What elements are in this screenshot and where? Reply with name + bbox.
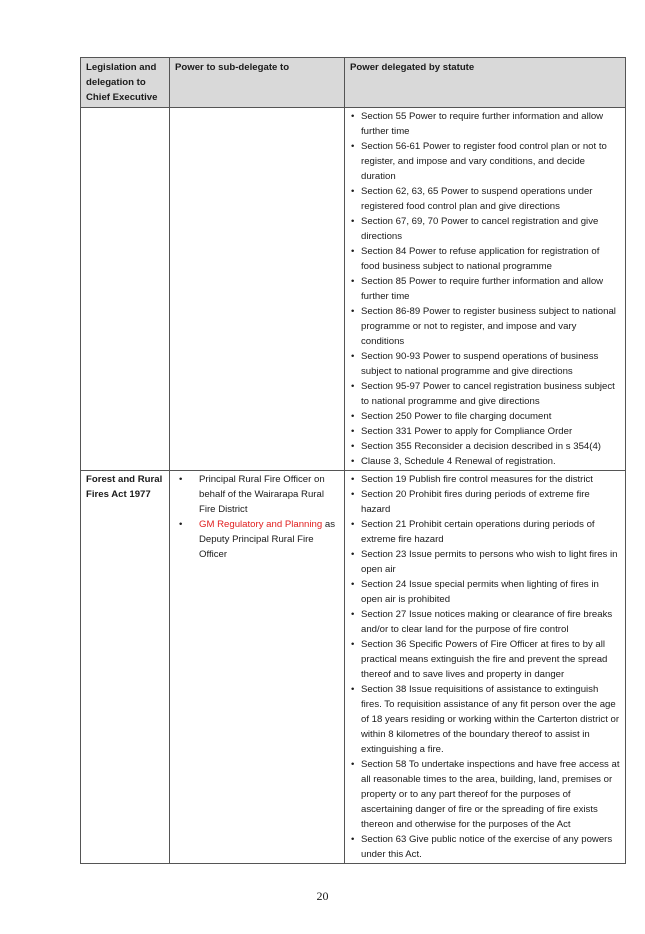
powers-list — [350, 109, 620, 469]
power-item: • Section 27 Issue notices making or clearance of fire breaks and/or to clear land for the purpose of fire control — [350, 607, 620, 637]
subdelegate-cell — [170, 471, 345, 864]
header-powers: Power delegated by statute — [345, 58, 626, 108]
highlighted-role: GM Regulatory and Planning — [199, 519, 323, 530]
subdelegate-text: Principal Rural Fire Officer on behalf of the Wairarapa Rural Fire District — [199, 474, 325, 515]
power-item: • Section 20 Prohibit fires during periods of extreme fire hazard — [350, 487, 620, 517]
power-item: • Section 62, 63, 65 Power to suspend operations under registered food control plan and give directions — [350, 184, 620, 214]
power-item: • Section 67, 69, 70 Power to cancel registration and give directions — [350, 214, 620, 244]
legislation-cell — [81, 471, 170, 864]
powers-list — [350, 472, 620, 862]
power-item: • Section 250 Power to file charging document — [350, 409, 620, 424]
power-item: • Section 85 Power to require further information and allow further time — [350, 274, 620, 304]
power-item: • Section 63 Give public notice of the exercise of any powers under this Act. — [350, 832, 620, 862]
power-item: • Section 95-97 Power to cancel registration business subject to national programme and give directions — [350, 379, 620, 409]
table-row — [81, 471, 626, 864]
table-body — [81, 108, 626, 864]
subdelegate-text: as Deputy Principal Rural Fire Officer — [199, 519, 336, 560]
power-item: • Section 55 Power to require further information and allow further time — [350, 109, 620, 139]
legislation-name: Forest and Rural Fires Act 1977 — [86, 474, 163, 500]
power-item: • Section 21 Prohibit certain operations during periods of extreme fire hazard — [350, 517, 620, 547]
power-item: • Clause 3, Schedule 4 Renewal of registration. — [350, 454, 620, 469]
power-item: • Section 355 Reconsider a decision described in s 354(4) — [350, 439, 620, 454]
subdelegate-cell — [170, 108, 345, 471]
subdelegate-list — [175, 472, 339, 562]
legislation-cell — [81, 108, 170, 471]
power-item: • Section 38 Issue requisitions of assistance to extinguish fires. To requisition assistance of any fit person over the age of 18 years residing or working within the Carterton district or within 8 kilometres of the boundary thereof to assist in extinguishing a fire. — [350, 682, 620, 757]
powers-cell — [345, 471, 626, 864]
page-number: 20 — [316, 889, 329, 903]
powers-cell — [345, 108, 626, 471]
table-row — [81, 108, 626, 471]
power-item: • Section 84 Power to refuse application for registration of food business subject to national programme — [350, 244, 620, 274]
subdelegate-item — [175, 472, 339, 517]
power-item: • Section 86-89 Power to register business subject to national programme or not to register, and impose and vary conditions — [350, 304, 620, 349]
delegation-table — [80, 57, 626, 864]
header-legislation: Legislation and delegation to Chief Executive — [81, 58, 170, 108]
header-subdelegate: Power to sub-delegate to — [170, 58, 345, 108]
table-header-row — [81, 58, 626, 108]
power-item: • Section 58 To undertake inspections and have free access at all reasonable times to the area, building, land, premises or property or to any part thereof for the purposes of ascertaining danger of fire or the spreading of fire exists thereon and otherwise for the purposes of the Act — [350, 757, 620, 832]
power-item: • Section 331 Power to apply for Compliance Order — [350, 424, 620, 439]
power-item: • Section 23 Issue permits to persons who wish to light fires in open air — [350, 547, 620, 577]
power-item: • Section 19 Publish fire control measures for the district — [350, 472, 620, 487]
power-item: • Section 36 Specific Powers of Fire Officer at fires to by all practical means extinguish the fire and prevent the spread thereof and to save lives and property in danger — [350, 637, 620, 682]
subdelegate-item — [175, 517, 339, 562]
power-item: • Section 90-93 Power to suspend operations of business subject to national programme and give directions — [350, 349, 620, 379]
power-item: • Section 56-61 Power to register food control plan or not to register, and impose and vary conditions, and decide duration — [350, 139, 620, 184]
power-item: • Section 24 Issue special permits when lighting of fires in open air is prohibited — [350, 577, 620, 607]
